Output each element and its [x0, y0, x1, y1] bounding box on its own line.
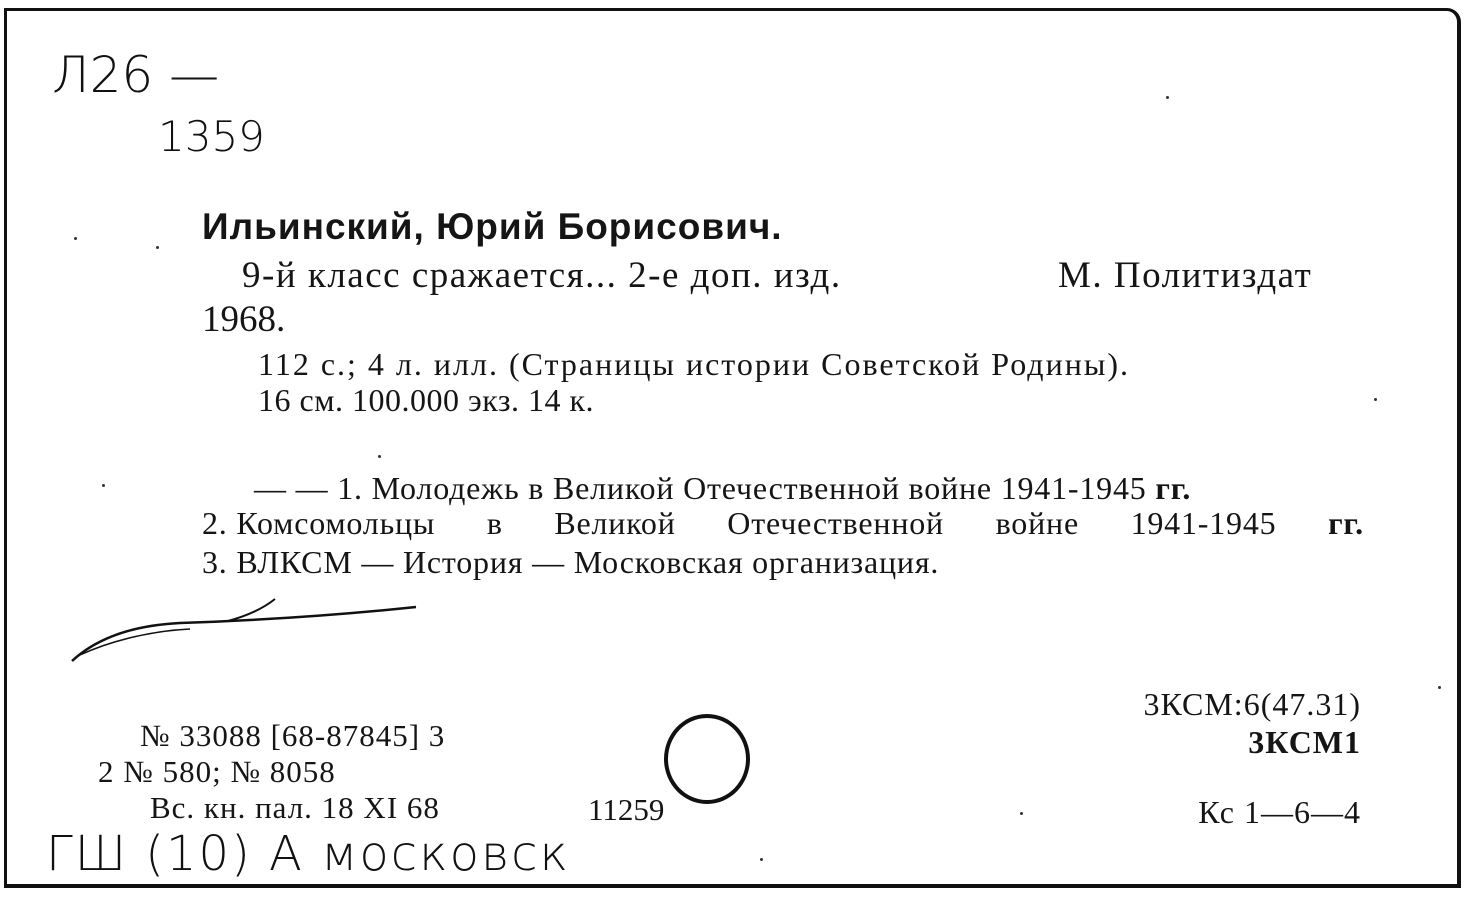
publisher: М. Политиздат [1058, 255, 1313, 296]
registry-line-3: Вс. кн. пал. 18 XI 68 [150, 790, 440, 825]
subject-heading-1 [254, 470, 1191, 507]
scan-speck [1020, 812, 1023, 815]
subject-heading-2-word: Отечественной [727, 505, 944, 541]
subject-heading-2-word: 2. Комсомольцы [202, 505, 436, 541]
circle-stamp [664, 714, 750, 804]
registry-code: 11259 [588, 792, 665, 827]
subject-heading-1-suffix: гг. [1155, 470, 1192, 506]
scan-speck [156, 246, 159, 249]
subject-heading-2-word: войне [995, 505, 1079, 541]
author-heading: Ильинский, Юрий Борисович. [202, 206, 783, 247]
subject-heading-2-word: гг. [1328, 505, 1364, 541]
subject-heading-2-word: Великой [554, 505, 676, 541]
registry-line-2: 2 № 580; № 8058 [98, 754, 336, 789]
scan-speck [102, 484, 105, 487]
book-title: 9-й класс сражается... 2-е доп. изд. [242, 255, 842, 296]
subject-heading-2-word: 1941-1945 [1130, 505, 1277, 541]
subject-heading-2-word: в [486, 505, 503, 541]
classification-index-1: 3КСМ:6(47.31) [1143, 686, 1361, 722]
scan-speck [74, 237, 77, 240]
subject-heading-2 [202, 505, 1364, 542]
registry-line-1: № 33088 [68-87845] 3 [140, 718, 446, 753]
handwritten-shelf-code: Л26 — [52, 46, 220, 104]
scan-speck [760, 858, 763, 861]
scan-speck [1374, 398, 1377, 401]
collation-line-1: 112 с.; 4 л. илл. (Страницы истории Советской Родины). [258, 346, 1130, 382]
handwritten-shelf-number: 1359 [158, 112, 265, 161]
subject-heading-3: 3. ВЛКСМ — История — Московская организация. [202, 544, 940, 580]
pen-stroke [60, 585, 440, 675]
subject-heading-1-text: — — 1. Молодежь в Великой Отечественной войне 1941-1945 [254, 470, 1147, 506]
handwritten-bottom-note: ГШ (10) А московск [46, 826, 570, 882]
author-mark: Кс 1—6—4 [1198, 794, 1361, 830]
classification-index-2: 3КСМ1 [1248, 724, 1361, 760]
scan-speck [1166, 96, 1169, 99]
publication-year: 1968. [202, 299, 286, 340]
scan-speck [378, 455, 381, 458]
collation-line-2: 16 см. 100.000 экз. 14 к. [258, 382, 594, 418]
scan-speck [1438, 686, 1441, 689]
